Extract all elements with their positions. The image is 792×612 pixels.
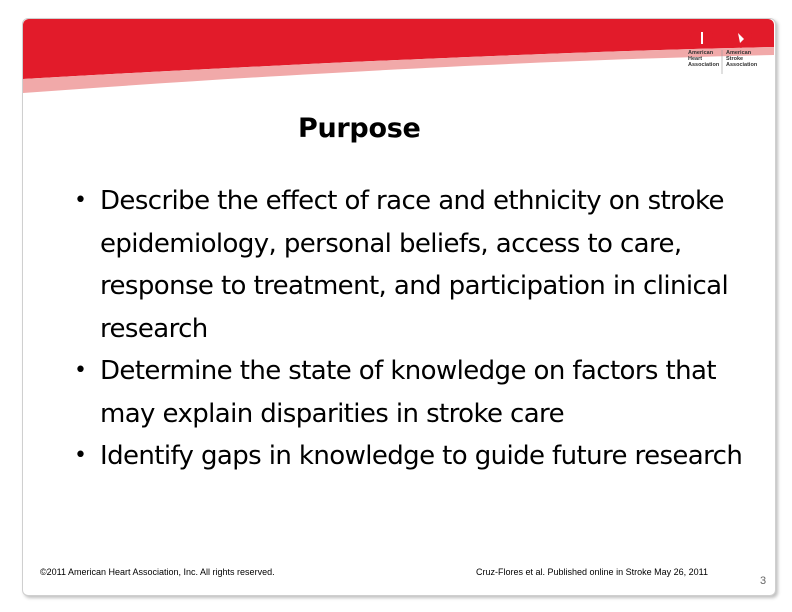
bullet-item: [70, 350, 760, 435]
bullet-text: Describe the effect of race and ethnicity on stroke epidemiology, personal beliefs, access to care, response to treatment, and participation in clinical research: [100, 186, 729, 344]
logo-org2-text: American Stroke Association: [726, 50, 758, 68]
bullet-text: Determine the state of knowledge on factors that may explain disparities in stroke care: [100, 356, 716, 429]
bullet-dot-icon: •: [74, 358, 87, 383]
footer-citation: Cruz-Flores et al. Published online in Stroke May 26, 2011: [476, 567, 708, 577]
bullet-dot-icon: •: [74, 188, 87, 213]
bullet-item: [70, 180, 760, 350]
page-number: 3: [760, 575, 767, 587]
bullet-list: [70, 180, 760, 478]
bullet-item: [70, 435, 760, 478]
bullet-dot-icon: •: [74, 443, 87, 468]
footer-copyright: ©2011 American Heart Association, Inc. All rights reserved.: [40, 567, 275, 577]
header-swoosh: [23, 19, 774, 105]
bullet-text: Identify gaps in knowledge to guide future research: [100, 441, 743, 471]
logo-org1-text: American Heart Association: [688, 50, 720, 68]
aha-asa-logo: [680, 28, 764, 76]
slide-title: Purpose: [298, 113, 421, 144]
